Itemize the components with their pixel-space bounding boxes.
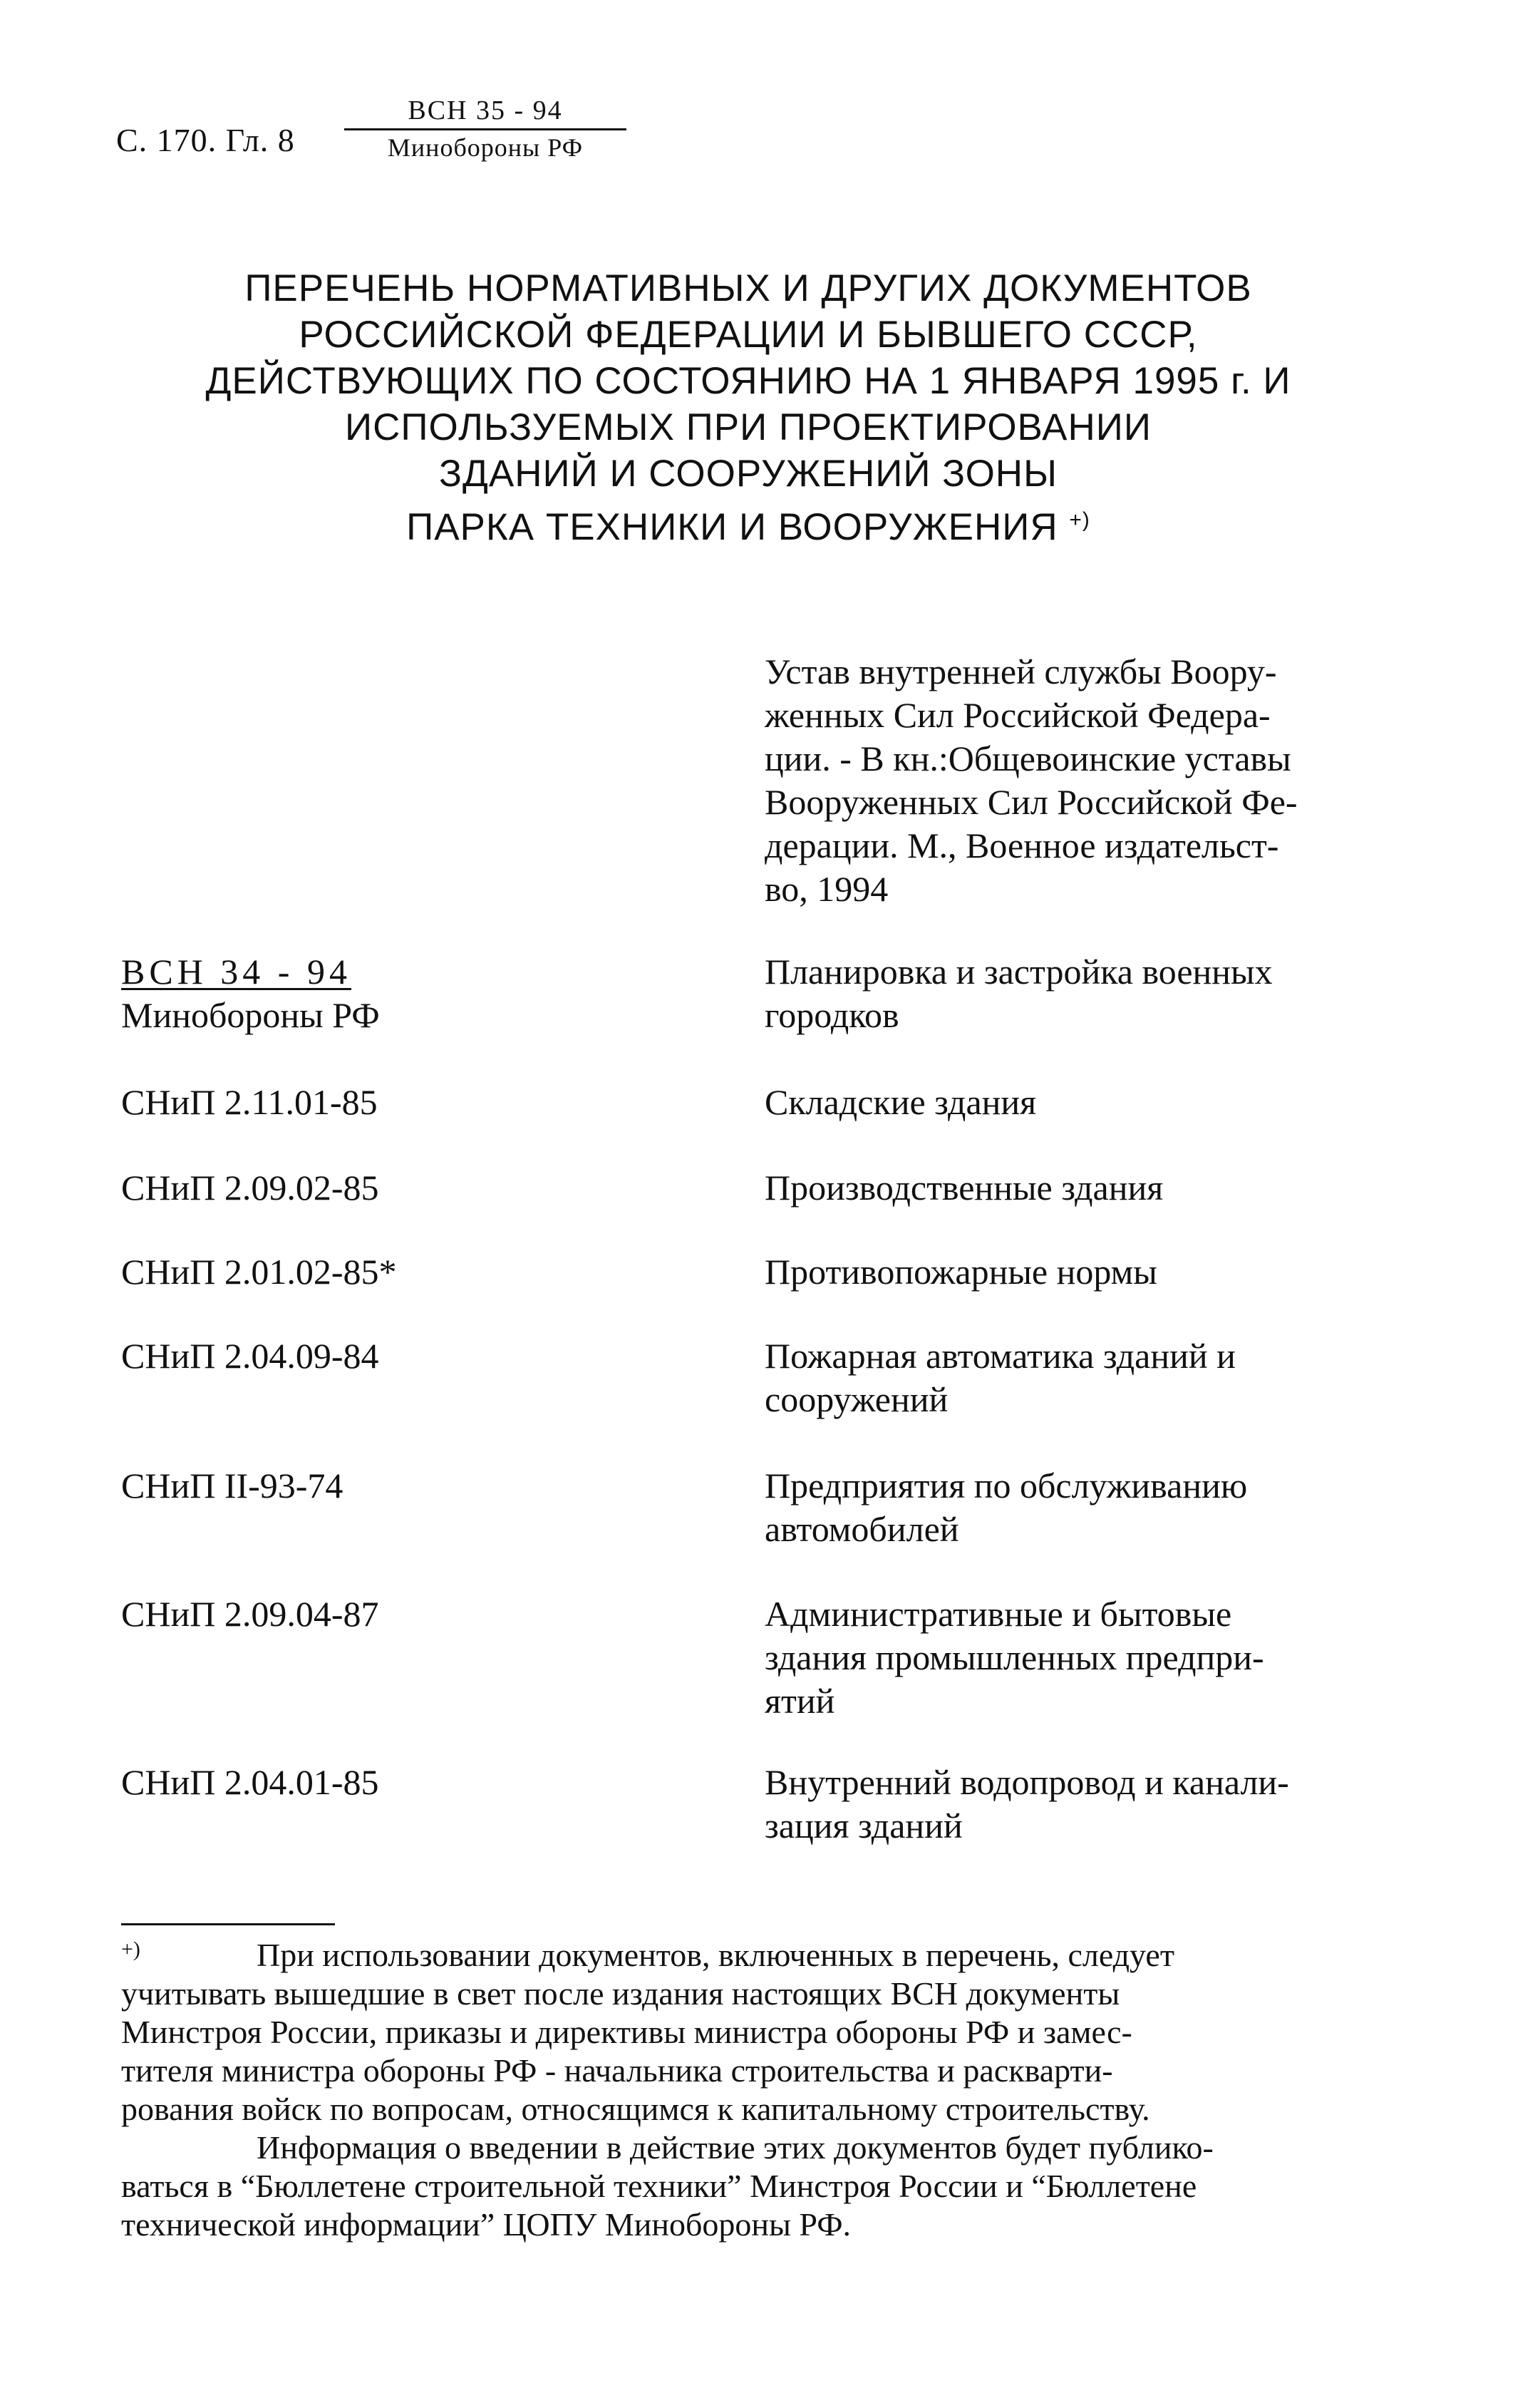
footnote-line [121, 1930, 1397, 1975]
description-line: женных Сил Российской Федера- [765, 695, 1271, 735]
document-code: СНиП 2.01.02-85* [121, 1252, 397, 1292]
footnote-divider [121, 1923, 335, 1925]
footnote-line [121, 2129, 1397, 2167]
description-line: дерации. М., Военное издательст- [765, 825, 1279, 865]
document-description [765, 650, 1399, 911]
document-code: СНиП 2.09.04-87 [121, 1594, 379, 1634]
description-line: во, 1994 [765, 869, 889, 909]
document-description [765, 1761, 1399, 1848]
page-reference: С. 170. Гл. 8 [116, 122, 295, 158]
title-line: ЗДАНИЙ И СООРУЖЕНИЙ ЗОНЫ [439, 453, 1058, 495]
title-line: ДЕЙСТВУЮЩИХ ПО СОСТОЯНИЮ НА 1 ЯНВАРЯ 1995 г. И [205, 360, 1291, 402]
footnote-text: Информация о введении в действие этих документов будет публико- [257, 2129, 1214, 2166]
description-line: ятий [765, 1681, 835, 1721]
document-code [121, 950, 606, 1037]
title-line-text: ПАРКА ТЕХНИКИ И ВООРУЖЕНИЯ [406, 506, 1058, 548]
footnote-line: ваться в “Бюллетене строительной техники” Минстроя России и “Бюллетене [121, 2168, 1197, 2204]
description-line: городков [765, 995, 899, 1035]
document-code: ВСН 35 - 94 [344, 94, 626, 130]
document-description [765, 1081, 1399, 1124]
title-line: ПЕРЕЧЕНЬ НОРМАТИВНЫХ И ДРУГИХ ДОКУМЕНТОВ [244, 267, 1252, 309]
description-line: Вооруженных Сил Российской Фе- [765, 782, 1298, 822]
document-description [765, 950, 1399, 1037]
description-line: Административные и бытовые [765, 1594, 1232, 1634]
page-title [164, 265, 1333, 550]
document-organization: Минобороны РФ [387, 133, 584, 162]
description-line: автомобилей [765, 1509, 959, 1549]
footnote-text: При использовании документов, включенных в перечень, следует [257, 1937, 1174, 1973]
document-code: СНиП 2.04.09-84 [121, 1336, 379, 1376]
footnote-line: рования войск по вопросам, относящимся к капитальному строительству. [121, 2091, 1150, 2127]
footnote-line: тителя министра обороны РФ - начальника строительства и раскварти- [121, 2052, 1113, 2089]
title-footnote-mark: +) [1069, 508, 1090, 532]
description-line: Складские здания [765, 1082, 1037, 1122]
description-line: сооружений [765, 1379, 949, 1419]
description-line: ции. - В кн.:Общевоинские уставы [765, 738, 1291, 778]
footnote-line: Минстроя России, приказы и директивы министра обороны РФ и замес- [121, 2014, 1132, 2050]
document-code: СНиП 2.09.02-85 [121, 1168, 379, 1208]
document-description [765, 1250, 1399, 1294]
description-line: здания промышленных предпри- [765, 1637, 1264, 1677]
description-line: Устав внутренней службы Воору- [765, 652, 1277, 691]
description-line: Планировка и застройка военных [765, 952, 1273, 992]
title-line-last [164, 497, 1333, 550]
code-number: ВСН 34 - 94 [121, 952, 351, 992]
footnote-line: технической информации” ЦОПУ Минобороны РФ. [121, 2206, 852, 2243]
description-line: Предприятия по обслуживанию [765, 1466, 1248, 1506]
document-designation [344, 94, 626, 165]
document-code: СНиП 2.11.01-85 [121, 1082, 378, 1122]
description-line: Противопожарные нормы [765, 1252, 1157, 1292]
document-description [765, 1464, 1399, 1551]
footnote-line: учитывать вышедшие в свет после издания настоящих ВСН документы [121, 1975, 1120, 2012]
document-description [765, 1592, 1399, 1723]
page-header [116, 94, 658, 180]
description-line: Внутренний водопровод и канали- [765, 1762, 1289, 1802]
description-line: зация зданий [765, 1806, 963, 1846]
title-line: ИСПОЛЬЗУЕМЫХ ПРИ ПРОЕКТИРОВАНИИ [345, 406, 1152, 448]
description-line: Производственные здания [765, 1168, 1164, 1208]
document-code: СНиП 2.04.01-85 [121, 1762, 379, 1802]
code-organization: Минобороны РФ [121, 995, 380, 1035]
document-code: СНиП II-93-74 [121, 1466, 343, 1506]
document-description [765, 1166, 1399, 1210]
document-description [765, 1334, 1399, 1421]
description-line: Пожарная автоматика зданий и [765, 1336, 1236, 1376]
footnote-mark: +) [121, 1937, 140, 1961]
title-line: РОССИЙСКОЙ ФЕДЕРАЦИИ И БЫВШЕГО СССР, [299, 314, 1198, 356]
footnote [121, 1930, 1397, 2244]
